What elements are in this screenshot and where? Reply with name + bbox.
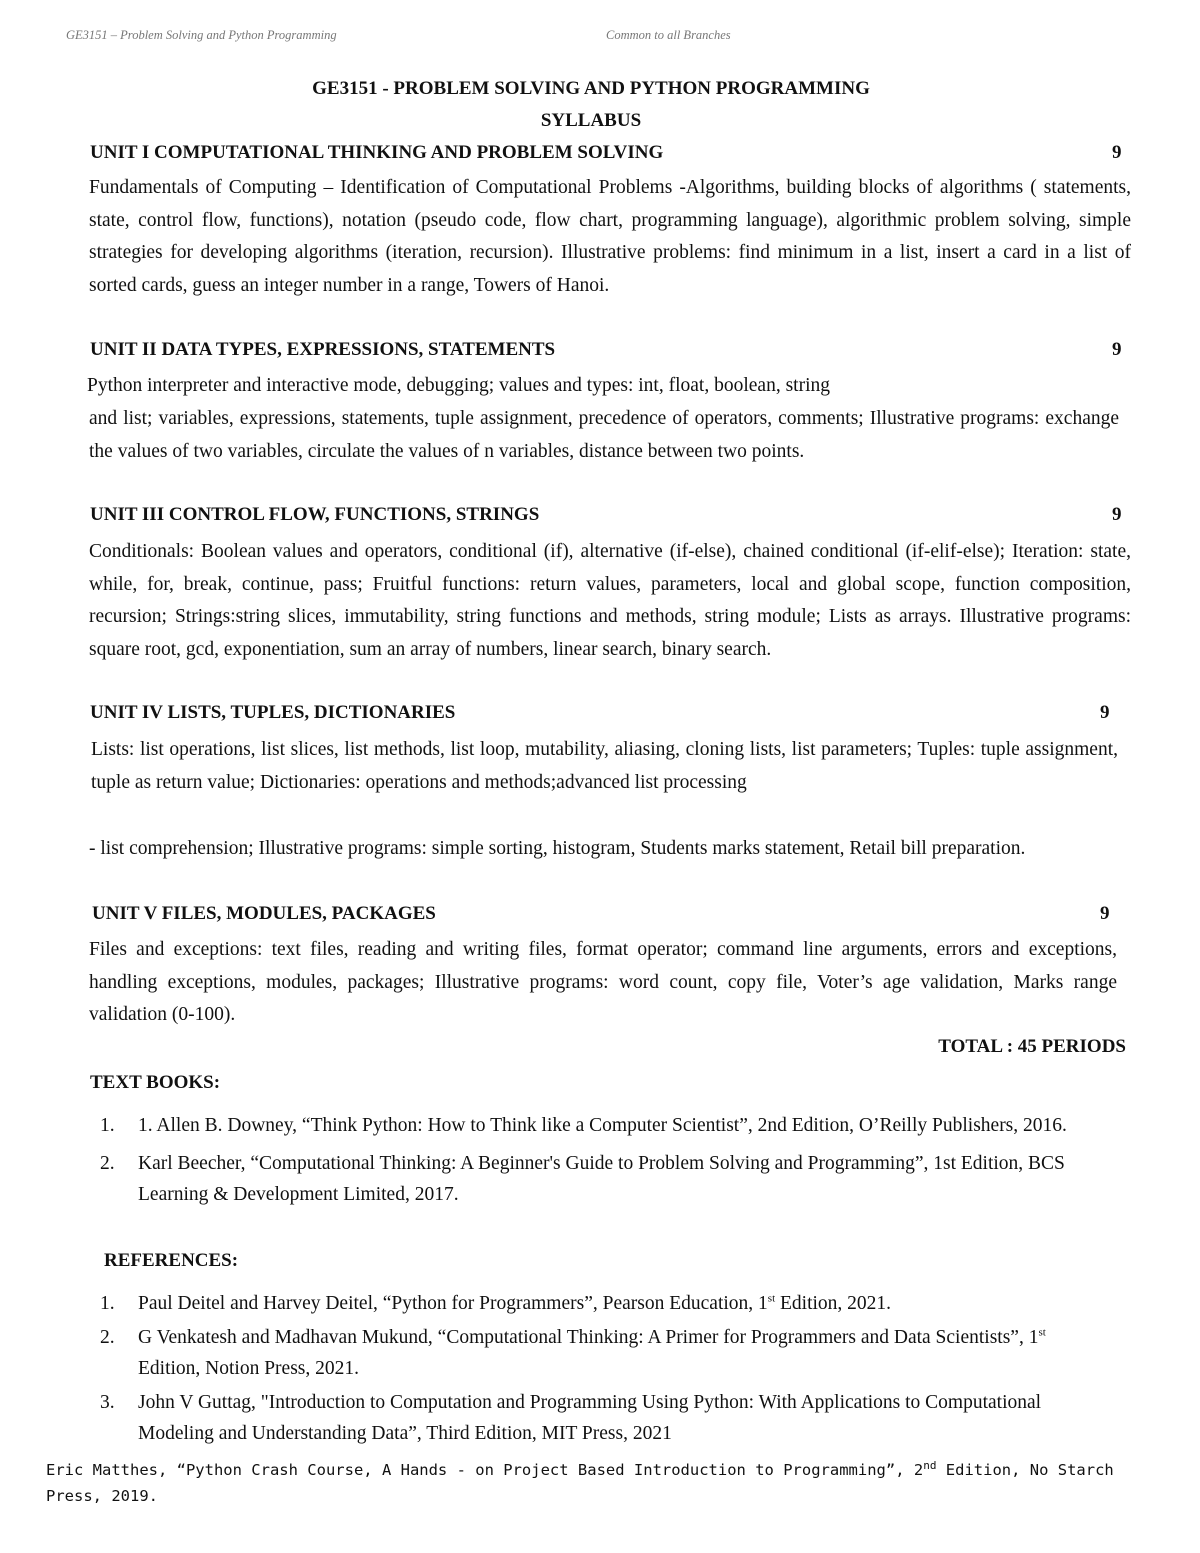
list-item-text: John V Guttag, "Introduction to Computation and Programming Using Python: With Applications to Computational Modeling and Understanding Data”, Third Edition, MIT Press, 2021 — [138, 1391, 1042, 1444]
document-title: GE3151 - PROBLEM SOLVING AND PYTHON PROGRAMMING — [312, 78, 870, 99]
unit-3-heading — [90, 504, 1126, 530]
unit-2-heading — [90, 339, 1126, 365]
unit-2-content: and list; variables, expressions, statements, tuple assignment, precedence of operators, comments; Illustrative programs: exchange the values of two variables, circulate the values of n variables, distance between two points. — [89, 408, 1119, 462]
unit-4-periods: 9 — [1100, 702, 1110, 723]
unit-3-content: Conditionals: Boolean values and operators, conditional (if), alternative (if-else), chained conditional (if-elif-else); Iteration: state, while, for, break, continue, pass; Fruitful functions: return values, parameters, local and global scope, function composition, recursion; Strings:string slices, immutability, string functions and methods, string module; Lists as arrays. Illustrative programs: square root, gcd, exponentiation, sum an array of numbers, linear search, binary search. — [89, 541, 1131, 661]
references-list — [100, 1288, 1100, 1450]
page-header-course: GE3151 – Problem Solving and Python Programming — [66, 28, 337, 42]
text-books-heading: TEXT BOOKS: — [90, 1072, 221, 1093]
page-header-branches: Common to all Branches — [606, 28, 731, 42]
unit-2-content-line1: Python interpreter and interactive mode, debugging; values and types: int, float, boolean, string — [87, 375, 830, 396]
text-books-list — [100, 1110, 1120, 1211]
list-item-number: 2. — [100, 1152, 115, 1174]
unit-1-periods: 9 — [1112, 142, 1122, 163]
unit-1-title: UNIT I COMPUTATIONAL THINKING AND PROBLEM SOLVING — [90, 142, 664, 163]
list-item — [100, 1110, 1120, 1142]
list-item-number: 1. — [100, 1115, 115, 1136]
unit-4-content: Lists: list operations, list slices, list methods, list loop, mutability, aliasing, cloning lists, list parameters; Tuples: tuple assignment, tuple as return value; Dictionaries: operations and methods;advanced list processing — [91, 739, 1118, 793]
unit-4-title: UNIT IV LISTS, TUPLES, DICTIONARIES — [90, 702, 456, 723]
list-item-number: 3. — [100, 1391, 115, 1413]
unit-1-heading — [90, 142, 1126, 168]
unit-3-title: UNIT III CONTROL FLOW, FUNCTIONS, STRINGS — [90, 504, 540, 525]
unit-5-title: UNIT V FILES, MODULES, PACKAGES — [92, 903, 436, 924]
list-item-text: G Venkatesh and Madhavan Mukund, “Computational Thinking: A Primer for Programmers and Data Scientists”, 1st Edition, Notion Press, 2021. — [138, 1326, 1046, 1379]
unit-3-periods: 9 — [1112, 504, 1122, 525]
list-item-text: Karl Beecher, “Computational Thinking: A Beginner's Guide to Problem Solving and Programming”, 1st Edition, BCS Learning & Development Limited, 2017. — [138, 1152, 1065, 1205]
unit-2-title: UNIT II DATA TYPES, EXPRESSIONS, STATEMENTS — [90, 339, 556, 360]
list-item — [100, 1387, 1100, 1450]
unit-4-heading — [90, 702, 1126, 728]
additional-reference: Eric Matthes, “Python Crash Course, A Hands - on Project Based Introduction to Programming”, 2nd Edition, No Starch Press, 2019. — [46, 1458, 1114, 1505]
unit-5-heading — [92, 903, 1128, 929]
unit-2-periods: 9 — [1112, 339, 1122, 360]
list-item-number: 1. — [100, 1293, 115, 1314]
references-heading: REFERENCES: — [104, 1250, 239, 1271]
unit-4-content-continued: - list comprehension; Illustrative programs: simple sorting, histogram, Students marks statement, Retail bill preparation. — [89, 838, 1026, 859]
unit-5-periods: 9 — [1100, 903, 1110, 924]
unit-5-content: Files and exceptions: text files, reading and writing files, format operator; command line arguments, errors and exceptions, handling exceptions, modules, packages; Illustrative programs: word count, copy file, Voter’s age validation, Marks range validation (0-100). — [89, 939, 1117, 1026]
document-subtitle: SYLLABUS — [540, 110, 642, 131]
unit-1-content: Fundamentals of Computing – Identification of Computational Problems -Algorithms, building blocks of algorithms ( statements, state, control flow, functions), notation (pseudo code, flow chart, programming language), algorithmic problem solving, simple strategies for developing algorithms (iteration, recursion). Illustrative problems: find minimum in a list, insert a card in a list of sorted cards, guess an integer number in a range, Towers of Hanoi. — [89, 177, 1131, 297]
total-periods: TOTAL : 45 PERIODS — [938, 1036, 1126, 1057]
list-item-text: 1. Allen B. Downey, “Think Python: How to Think like a Computer Scientist”, 2nd Edition, O’Reilly Publishers, 2016. — [138, 1115, 1067, 1136]
list-item — [100, 1322, 1100, 1385]
list-item-text: Paul Deitel and Harvey Deitel, “Python for Programmers”, Pearson Education, 1st Edition, 2021. — [138, 1292, 892, 1314]
list-item — [100, 1148, 1120, 1211]
list-item — [100, 1288, 1100, 1320]
list-item-number: 2. — [100, 1326, 115, 1348]
